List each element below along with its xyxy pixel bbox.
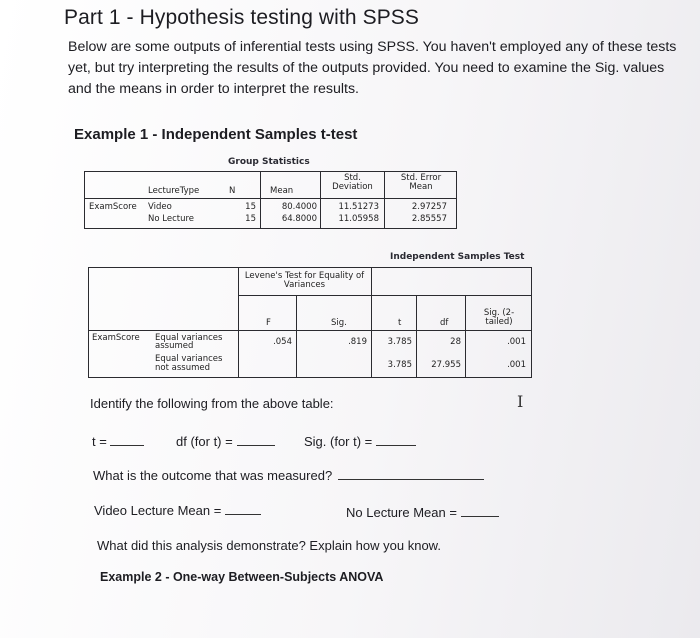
- row2-label-line1: Equal variances: [155, 354, 223, 364]
- header-lecture-type: LectureType: [148, 186, 200, 196]
- header-sig2-line1: Sig. (2-: [483, 308, 515, 318]
- levene-header-line2: Variances: [283, 280, 326, 290]
- sig-label: Sig. (for t) =: [304, 434, 373, 449]
- video-mean-question: [94, 501, 261, 518]
- header-mean: Mean: [270, 186, 294, 196]
- header-sig2-line2: tailed): [485, 317, 513, 327]
- table-border: [238, 295, 371, 296]
- t-answer-blank[interactable]: [110, 432, 144, 446]
- header-n: N: [229, 186, 236, 196]
- row1-sig2: .001: [507, 337, 526, 347]
- header-t: t: [398, 318, 402, 328]
- table-border: [84, 228, 457, 229]
- t-label: t =: [92, 434, 107, 449]
- demonstrate-question: What did this analysis demonstrate? Explain how you know.: [97, 538, 441, 553]
- outcome-label: What is the outcome that was measured?: [93, 468, 333, 483]
- ind-test-table: [88, 267, 532, 378]
- df-question: [176, 432, 275, 449]
- text-cursor-icon: I: [517, 392, 524, 411]
- sd-no-lecture: 11.05958: [338, 214, 379, 224]
- table-border: [88, 267, 89, 378]
- levene-header-line1: Levene's Test for Equality of: [244, 271, 365, 281]
- header-sd-line2: Deviation: [332, 182, 373, 192]
- row2-sig2: .001: [507, 360, 526, 370]
- outcome-answer-blank[interactable]: [338, 466, 484, 480]
- row1-df: 28: [450, 337, 461, 347]
- header-sig: Sig.: [331, 318, 347, 328]
- page-title: Part 1 - Hypothesis testing with SPSS: [64, 6, 420, 29]
- row1-f: .054: [273, 337, 292, 347]
- t-question: [92, 432, 144, 449]
- table-border: [88, 267, 532, 268]
- row1-sig: .819: [348, 337, 367, 347]
- row2-t: 3.785: [387, 360, 412, 370]
- header-df: df: [440, 318, 449, 328]
- outcome-question: [93, 466, 484, 483]
- header-se-line2: Mean: [409, 182, 433, 192]
- mean-no-lecture: 64.8000: [281, 214, 317, 224]
- group-video: Video: [148, 202, 172, 212]
- no-lecture-mean-answer-blank[interactable]: [461, 503, 499, 517]
- df-label: df (for t) =: [176, 434, 233, 449]
- intro-paragraph: Below are some outputs of inferential tests using SPSS. You haven't employed any of these tests yet, but try interpreting the results of the outputs provided. You need to examine the Sig. values and the means in order to interpret the results.: [68, 39, 677, 97]
- example1-heading: Example 1 - Independent Samples t-test: [74, 126, 358, 143]
- mean-video: 80.4000: [281, 202, 317, 212]
- header-f: F: [266, 318, 271, 328]
- se-video: 2.97257: [411, 202, 447, 212]
- no-lecture-mean-label: No Lecture Mean =: [346, 505, 457, 520]
- group-no-lecture: No Lecture: [148, 214, 195, 224]
- ind-test-caption: Independent Samples Test: [390, 252, 525, 262]
- identify-prompt: Identify the following from the above table:: [90, 396, 334, 411]
- se-no-lecture: 2.85557: [411, 214, 447, 224]
- row1-label-line1: Equal variances: [155, 333, 223, 343]
- row-label-examscore: ExamScore: [92, 333, 140, 343]
- table-border: [84, 171, 457, 172]
- sig-answer-blank[interactable]: [376, 432, 416, 446]
- df-answer-blank[interactable]: [237, 432, 275, 446]
- video-mean-answer-blank[interactable]: [225, 501, 261, 515]
- header-sd-line1: Std.: [344, 173, 361, 183]
- sig-question: [304, 432, 416, 449]
- table-border: [84, 171, 85, 229]
- group-stats-caption: Group Statistics: [228, 157, 310, 167]
- n-video: 15: [245, 202, 256, 212]
- row1-label-line2: assumed: [155, 341, 194, 351]
- table-border: [84, 198, 457, 199]
- n-no-lecture: 15: [245, 214, 256, 224]
- row-label-examscore: ExamScore: [89, 202, 137, 212]
- no-lecture-mean-question: [346, 503, 499, 520]
- row2-label-line2: not assumed: [155, 363, 210, 373]
- header-se-line1: Std. Error: [400, 173, 442, 183]
- row1-t: 3.785: [387, 337, 412, 347]
- group-stats-table: [84, 171, 457, 229]
- example2-heading: Example 2 - One-way Between-Subjects ANOVA: [100, 570, 384, 584]
- sd-video: 11.51273: [338, 202, 379, 212]
- table-border: [296, 295, 297, 378]
- table-border: [371, 295, 532, 296]
- row2-df: 27.955: [431, 360, 461, 370]
- video-mean-label: Video Lecture Mean =: [94, 503, 222, 518]
